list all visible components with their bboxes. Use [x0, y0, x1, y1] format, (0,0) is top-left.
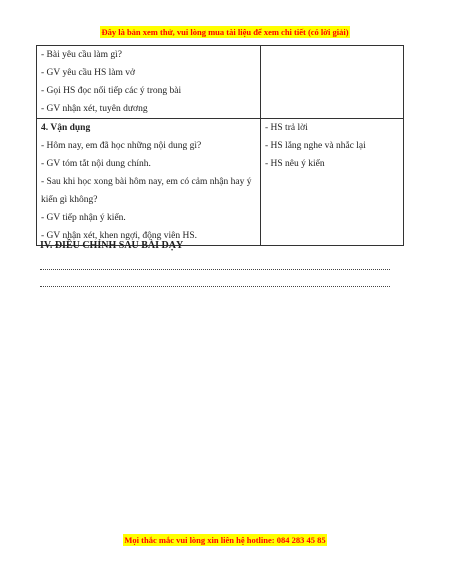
teacher-activity-line: - GV yêu cầu HS làm vở [41, 68, 136, 78]
teacher-activity-line: - Bài yêu cầu làm gì? [41, 50, 122, 60]
section-heading: IV. ĐIỀU CHỈNH SAU BÀI DẠY [40, 240, 184, 251]
student-activity-line: - HS trả lời [265, 123, 308, 133]
preview-banner [0, 27, 450, 37]
preview-banner-text: Đây là bản xem thử, vui lòng mua tài liệu để xem chi tiết (có lời giải) [101, 27, 349, 37]
student-activity-line: - HS lắng nghe và nhắc lại [265, 141, 366, 151]
lesson-table [36, 45, 404, 246]
teacher-activity-line: - GV nhận xét, khen ngợi, động viên HS. [41, 231, 198, 241]
teacher-activity-cell [37, 46, 261, 119]
dotted-line [40, 285, 390, 287]
hotline-banner [0, 535, 450, 545]
dotted-line [40, 268, 390, 270]
teacher-activity-line: - GV tóm tắt nội dung chính. [41, 159, 151, 169]
student-activity-cell [261, 46, 404, 119]
table-row [37, 46, 404, 119]
student-activity-cell [261, 119, 404, 246]
teacher-activity-line: - Sau khi học xong bài hôm nay, em có cảm nhận hay ý kiến gì không? [41, 177, 252, 205]
hotline-banner-text: Mọi thắc mắc vui lòng xin liên hệ hotline: 084 283 45 85 [124, 535, 326, 545]
teacher-activity-line: - Gọi HS đọc nối tiếp các ý trong bài [41, 86, 182, 96]
table-row [37, 119, 404, 246]
teacher-activity-line: - GV nhận xét, tuyên dương [41, 104, 148, 114]
student-activity-line: - HS nêu ý kiến [265, 159, 325, 169]
teacher-activity-cell [37, 119, 261, 246]
teacher-activity-line: - Hôm nay, em đã học những nội dung gì? [41, 141, 202, 151]
teacher-activity-line: - GV tiếp nhận ý kiến. [41, 213, 126, 223]
section-title: 4. Vận dụng [41, 123, 91, 133]
